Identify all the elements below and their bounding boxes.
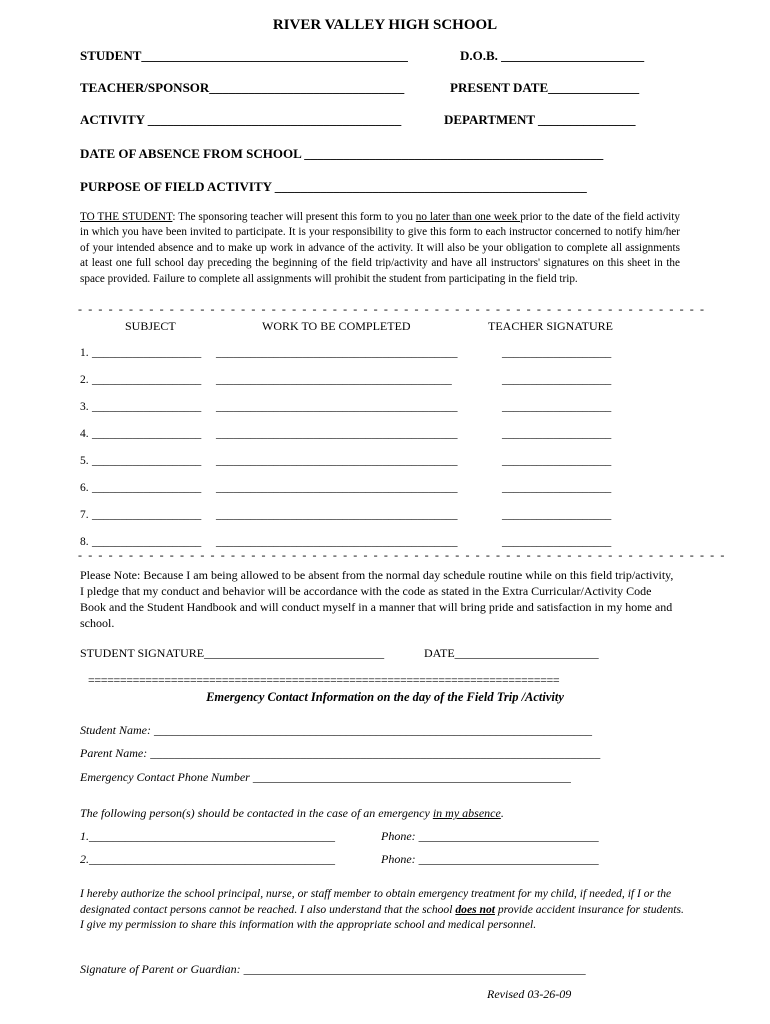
- work-line[interactable]: __________________________________________: [216, 482, 458, 494]
- header-work: WORK TO BE COMPLETED: [262, 319, 411, 333]
- subject-line[interactable]: ___________________: [92, 428, 202, 440]
- parent-signature-field[interactable]: Signature of Parent or Guardian: _________________________________________________________: [80, 962, 586, 976]
- subject-line[interactable]: ___________________: [92, 536, 202, 548]
- signature-date-field[interactable]: DATE________________________: [424, 646, 599, 660]
- present-date-field[interactable]: PRESENT DATE______________: [450, 80, 640, 95]
- persons-lead: The following person(s) should be contacted in the case of an emergency: [80, 806, 433, 820]
- student-field[interactable]: STUDENT_________________________________________: [80, 48, 408, 63]
- work-line[interactable]: _________________________________________: [216, 374, 452, 386]
- row-number: 4.: [80, 428, 89, 440]
- emergency-heading: Emergency Contact Information on the day of the Field Trip /Activity: [206, 690, 564, 704]
- contact-2-name[interactable]: 2._________________________________________: [80, 852, 335, 866]
- pledge-note: Please Note: Because I am being allowed to be absent from the normal day schedule routine while on this field trip/activity, I pledge that my conduct and behavior will be accordance with the code as stated in the Extra Curricular/Activity Code Book and the Student Handbook and will conduct myself in a manner that will bring pride and satisfaction in my home and school.: [80, 568, 674, 630]
- contact-persons-intro: [80, 806, 504, 821]
- work-line[interactable]: __________________________________________: [216, 455, 458, 467]
- date-of-absence-field[interactable]: DATE OF ABSENCE FROM SCHOOL ______________________________________________: [80, 146, 604, 161]
- teacher-signature-line[interactable]: ___________________: [502, 401, 612, 413]
- instructions-lead: TO THE STUDENT: [80, 211, 173, 223]
- header-subject: SUBJECT: [125, 319, 176, 333]
- row-number: 6.: [80, 482, 89, 494]
- subject-line[interactable]: ___________________: [92, 509, 202, 521]
- page-title: RIVER VALLEY HIGH SCHOOL: [272, 17, 498, 33]
- authorization-text: [80, 886, 685, 933]
- teacher-signature-line[interactable]: ___________________: [502, 374, 612, 386]
- work-line[interactable]: __________________________________________: [216, 401, 458, 413]
- emergency-phone[interactable]: Emergency Contact Phone Number _____________________________________________________: [80, 770, 571, 784]
- student-instructions: [80, 210, 680, 287]
- teacher-signature-line[interactable]: ___________________: [502, 455, 612, 467]
- auth-emphasis: does not: [455, 902, 495, 916]
- emergency-parent-name[interactable]: Parent Name: ___________________________________________________________________________: [80, 746, 601, 760]
- purpose-field[interactable]: PURPOSE OF FIELD ACTIVITY ________________________________________________: [80, 179, 587, 194]
- instructions-part1: : The sponsoring teacher will present this form to you: [172, 211, 416, 223]
- contact-2-phone[interactable]: Phone: ______________________________: [381, 852, 599, 866]
- dob-field[interactable]: D.O.B. ______________________: [460, 48, 645, 63]
- revised-date: Revised 03-26-09: [487, 987, 572, 1001]
- teacher-signature-line[interactable]: ___________________: [502, 347, 612, 359]
- instructions-part2: prior to the date of the field activity in which you have been invited to participate. It is your responsibility to give this form to each instructor concerned to notify him/her of your intended absence and to make up work in advance of the activity. It will also be your obligation to complete all assignments at least one full school day preceding the beginning of the field trip/activity and have all instructors' signatures on this sheet in the space provided. Failure to complete all assignments will prohibit the student from participating in the field trip.: [80, 211, 680, 285]
- instructions-emphasis: no later than one week: [415, 211, 521, 223]
- persons-end: .: [500, 806, 504, 820]
- student-signature-field[interactable]: STUDENT SIGNATURE______________________________: [80, 646, 385, 660]
- teacher-signature-line[interactable]: ___________________: [502, 482, 612, 494]
- teacher-signature-line[interactable]: ___________________: [502, 509, 612, 521]
- work-line[interactable]: __________________________________________: [216, 347, 458, 359]
- row-number: 7.: [80, 509, 89, 521]
- row-number: 5.: [80, 455, 89, 467]
- row-number: 8.: [80, 536, 89, 548]
- header-teacher-signature: TEACHER SIGNATURE: [488, 319, 613, 333]
- auth-part1: I hereby authorize the school principal, nurse, or staff member to obtain emergency treatment for my child, if needed, if I or the designated contact persons cannot be reached. I also understand that the school: [80, 887, 672, 916]
- subject-line[interactable]: ___________________: [92, 347, 202, 359]
- row-number: 1.: [80, 347, 89, 359]
- teacher-sponsor-field[interactable]: TEACHER/SPONSOR______________________________: [80, 80, 405, 95]
- teacher-signature-line[interactable]: ___________________: [502, 428, 612, 440]
- emergency-student-name[interactable]: Student Name: _________________________________________________________________________: [80, 723, 592, 737]
- subject-line[interactable]: ___________________: [92, 455, 202, 467]
- persons-emphasis: in my absence: [432, 806, 501, 820]
- work-line[interactable]: __________________________________________: [216, 428, 458, 440]
- department-field[interactable]: DEPARTMENT _______________: [444, 112, 636, 127]
- subject-line[interactable]: ___________________: [92, 401, 202, 413]
- teacher-signature-line[interactable]: ___________________: [502, 536, 612, 548]
- separator-bottom: - - - - - - - - - - - - - - - - - - - - - - - - - - - - - - - - - - - - - - - - - - - - - - - - - - - - - - - - - - - - - - - -: [78, 548, 726, 562]
- contact-1-name[interactable]: 1._________________________________________: [80, 829, 335, 843]
- row-number: 3.: [80, 401, 89, 413]
- subject-line[interactable]: ___________________: [92, 482, 202, 494]
- subject-line[interactable]: ___________________: [92, 374, 202, 386]
- divider-equals: ==========================================================================: [88, 673, 560, 687]
- auth-part2: provide accident insurance for students. I give my permission to share this information with the appropriate school and medical personnel.: [80, 902, 684, 932]
- row-number: 2.: [80, 374, 89, 386]
- work-line[interactable]: __________________________________________: [216, 509, 458, 521]
- activity-field[interactable]: ACTIVITY _______________________________________: [80, 112, 402, 127]
- contact-1-phone[interactable]: Phone: ______________________________: [381, 829, 599, 843]
- separator-top: - - - - - - - - - - - - - - - - - - - - - - - - - - - - - - - - - - - - - - - - - - - - - - - - - - - - - - - - - - - - - -: [78, 302, 706, 316]
- work-line[interactable]: __________________________________________: [216, 536, 458, 548]
